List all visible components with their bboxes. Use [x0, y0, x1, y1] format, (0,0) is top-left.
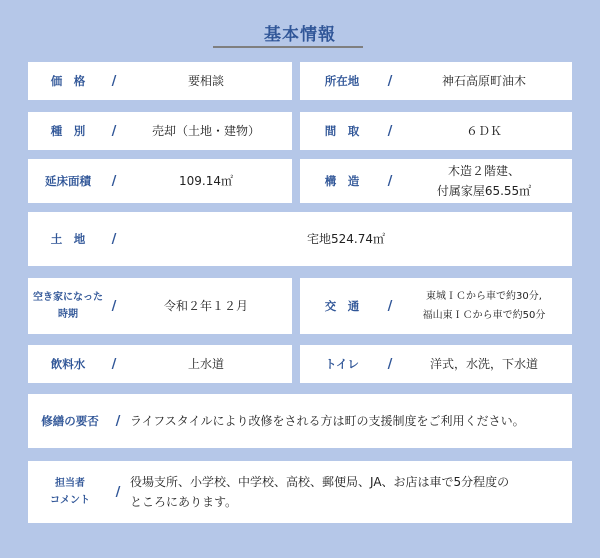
vacant-since-label	[28, 289, 108, 323]
toilet-label: トイレ	[325, 357, 359, 371]
structure-label: 構 造	[324, 174, 360, 188]
repair-label: 修繕の要否	[41, 414, 99, 428]
separator: /	[387, 123, 393, 139]
price-label: 価 格	[50, 74, 86, 88]
water-label: 飲料水	[50, 357, 86, 371]
vacant-since-label-line1: 空き家になった	[33, 292, 103, 303]
structure-card	[300, 159, 572, 203]
separator: /	[111, 123, 117, 139]
comment-label-line1: 担当者	[55, 478, 85, 489]
floor-area-value: 109.14㎡	[179, 174, 233, 188]
separator: /	[387, 298, 393, 314]
transport-card	[300, 278, 572, 334]
location-label: 所在地	[324, 74, 360, 88]
structure-value	[396, 161, 572, 201]
land-label: 土 地	[50, 232, 86, 246]
separator: /	[115, 484, 121, 500]
separator: /	[115, 413, 121, 429]
section-title: 基本情報	[264, 25, 336, 45]
vacant-since-label-line2: 時期	[58, 309, 78, 320]
structure-value-line2: 付属家屋65.55㎡	[436, 184, 532, 198]
type-value: 売却（土地・建物）	[151, 124, 260, 138]
vacant-since-value: 令和２年１２月	[163, 299, 248, 313]
price-value: 要相談	[187, 74, 224, 88]
structure-value-line1: 木造２階建、	[447, 164, 520, 178]
separator: /	[111, 173, 117, 189]
separator: /	[111, 231, 117, 247]
repair-card	[28, 394, 572, 448]
water-value: 上水道	[187, 357, 224, 371]
transport-value-line2: 福山東ＩＣから車で約50分	[422, 310, 546, 321]
layout-label: 間 取	[324, 124, 360, 138]
comment-label-line2: コメント	[50, 495, 90, 506]
separator: /	[387, 173, 393, 189]
toilet-card	[300, 345, 572, 383]
separator: /	[387, 356, 393, 372]
transport-label: 交 通	[324, 299, 360, 313]
transport-value	[396, 287, 572, 325]
type-label: 種 別	[50, 124, 86, 138]
repair-value: ライフスタイルにより改修をされる方は町の支援制度をご利用ください。	[130, 414, 525, 428]
comment-value-line2: ところにあります。	[130, 495, 238, 509]
transport-value-line1: 東城ＩＣから車で約30分,	[426, 291, 542, 302]
separator: /	[111, 356, 117, 372]
land-card	[28, 212, 572, 266]
separator: /	[111, 73, 117, 89]
comment-card	[28, 461, 572, 523]
comment-value-line1: 役場支所、小学校、中学校、高校、郵便局、JA、お店は車で5分程度の	[130, 475, 510, 489]
layout-card	[300, 112, 572, 150]
floor-area-label: 延床面積	[45, 174, 91, 188]
comment-label	[28, 475, 112, 509]
floor-area-card	[28, 159, 292, 203]
vacant-since-card	[28, 278, 292, 334]
price-card	[28, 62, 292, 100]
location-card	[300, 62, 572, 100]
type-card	[28, 112, 292, 150]
toilet-value: 洋式，水洗，下水道	[429, 357, 538, 371]
location-value: 神石高原町油木	[441, 74, 526, 88]
title-underline	[213, 46, 363, 48]
layout-value: ６ＤＫ	[465, 124, 502, 138]
land-value: 宅地524.74㎡	[307, 232, 385, 246]
comment-value	[124, 472, 572, 512]
water-card	[28, 345, 292, 383]
separator: /	[111, 298, 117, 314]
separator: /	[387, 73, 393, 89]
